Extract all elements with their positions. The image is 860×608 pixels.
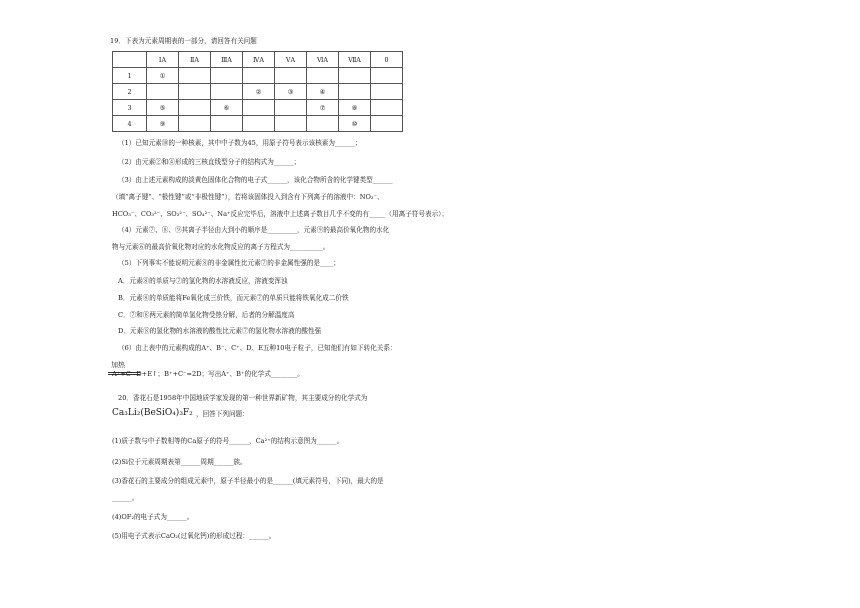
table-cell — [275, 116, 307, 132]
table-cell — [339, 84, 371, 100]
table-cell: ⅤA — [275, 52, 307, 68]
table-cell: ④ — [307, 84, 339, 100]
q20-line: (5)用电子式表示CaO₂(过氧化钙)的形成过程：______。 — [112, 532, 276, 540]
option-d: D．元素⑧的氢化物的水溶液的酸性比元素⑦的氢化物水溶液的酸性强 — [118, 327, 322, 335]
table-cell — [371, 68, 403, 84]
q20-line: (4)OF₂的电子式为______。 — [112, 513, 194, 521]
option-b: B．元素⑧的单质能将Fe氧化成三价铁，而元素⑦的单质只能将铁氧化成二价铁 — [118, 294, 349, 302]
q19-line: HCO₃⁻、CO₃²⁻、SO₃²⁻、SO₄²⁻、Na⁺反应完毕后，溶液中上述离子数目几乎不变的有_____（用离子符号表示）； — [112, 210, 449, 218]
q19-line: （填“离子键”、“极性键”或“非极性键”），若将该固体投入到含有下列离子的溶液中：NO₃⁻、 — [112, 193, 384, 201]
table-cell — [275, 100, 307, 116]
table-cell — [211, 68, 243, 84]
table-cell — [339, 68, 371, 84]
q19-line: （5）下列事实不能说明元素⑧的非金属性比元素⑦的非金属性强的是____； — [118, 259, 340, 267]
table-cell — [243, 100, 275, 116]
table-row — [113, 84, 403, 100]
table-cell: ① — [147, 68, 179, 84]
table-row — [113, 68, 403, 84]
table-row — [113, 100, 403, 116]
q20-line: (1)质子数与中子数相等的Ca原子的符号______，Ca²⁺的结构示意图为______。 — [112, 437, 344, 445]
table-cell: ⅡA — [179, 52, 211, 68]
q20-title: 20．香花石是1958年中国地质学家发现的第一种世界新矿物，其主要成分的化学式为 — [118, 394, 368, 402]
table-cell — [113, 52, 147, 68]
table-cell — [371, 84, 403, 100]
table-cell — [147, 84, 179, 100]
table-cell: ⅣA — [243, 52, 275, 68]
periodic-table — [112, 51, 403, 132]
q19-line: （3）由上述元素构成的淡黄色固体化合物的电子式______，该化合物所含的化学键类型______ — [118, 176, 393, 184]
table-cell — [211, 84, 243, 100]
table-cell: ② — [243, 84, 275, 100]
table-cell — [371, 100, 403, 116]
table-cell: ⑨ — [147, 116, 179, 132]
table-cell: ⑧ — [339, 100, 371, 116]
arrow-condition: 加热 — [111, 361, 125, 369]
option-c: C．⑦和⑧两元素的简单氢化物受热分解，后者的分解温度高 — [118, 311, 295, 319]
table-cell: ⅠA — [147, 52, 179, 68]
table-cell — [243, 68, 275, 84]
table-cell — [243, 116, 275, 132]
q20-line: (2)Si位于元素周期表第______周期______族。 — [112, 458, 247, 466]
q20-line: (3)香花石的主要成分的组成元素中，原子半径最小的是______(填元素符号，下同)，最大的是 — [112, 477, 384, 485]
table-cell: ⑦ — [307, 100, 339, 116]
q20-intro-tail: ，回答下列问题： — [196, 410, 249, 418]
q19-line: （6）由上表中的元素构成的A⁺、B⁻、C⁺、D、E五种10电子粒子，已知他们有如下转化关系： — [118, 344, 397, 352]
table-cell: ⅥA — [307, 52, 339, 68]
table-cell: 2 — [113, 84, 147, 100]
table-cell — [307, 68, 339, 84]
table-cell: 3 — [113, 100, 147, 116]
table-header-row — [113, 52, 403, 68]
table-cell: 4 — [113, 116, 147, 132]
table-cell — [179, 68, 211, 84]
table-cell: 0 — [371, 52, 403, 68]
table-cell — [275, 68, 307, 84]
table-cell — [179, 116, 211, 132]
table-cell: ③ — [275, 84, 307, 100]
table-cell — [179, 84, 211, 100]
q19-line: 物与元素⑥的最高价氧化物对应的水化物反应的离子方程式为__________。 — [112, 243, 330, 251]
table-cell: ⅢA — [211, 52, 243, 68]
table-cell — [371, 116, 403, 132]
chemical-formula: Ca₃Li₂(BeSiO₄)₃F₂ — [112, 408, 193, 418]
table-cell: ⅦA — [339, 52, 371, 68]
table-cell — [211, 116, 243, 132]
table-cell: ⑩ — [339, 116, 371, 132]
q19-line: （4）元素⑦、⑧、⑨其离子半径由大到小的顺序是_________，元素⑨的最高价氧化物的水化 — [118, 226, 390, 234]
q20-line: ______。 — [112, 494, 139, 502]
table-cell — [179, 100, 211, 116]
table-cell — [307, 116, 339, 132]
q19-line: A⁺+C⁻ D+E↑；B⁺+C⁻=2D；写出A⁺、B⁺的化学式________。 — [112, 370, 304, 378]
option-a: A．元素⑧的单质与⑦的氢化物的水溶液反应，溶液变浑浊 — [118, 277, 288, 285]
table-cell: 1 — [113, 68, 147, 84]
table-row — [113, 116, 403, 132]
table-cell: ⑥ — [211, 100, 243, 116]
table-cell: ⑤ — [147, 100, 179, 116]
q19-title: 19．下表为元素周期表的一部分，请回答有关问题 — [110, 37, 257, 45]
q19-line: （1）已知元素⑩的一种核素，其中中子数为45，用原子符号表示该核素为______； — [118, 139, 362, 147]
q19-line: （2）由元素②和④形成的三核直线型分子的结构式为______； — [118, 158, 301, 166]
